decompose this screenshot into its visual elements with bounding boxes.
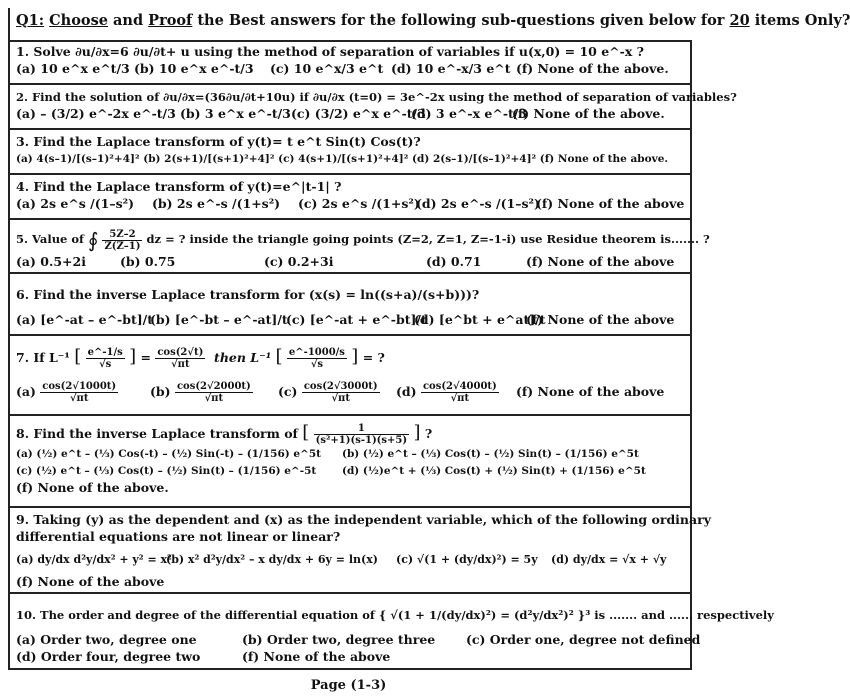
q4-option-c: (c) 2s e^s /(1+s²) — [298, 196, 420, 211]
q8-option-a: (a) (½) e^t – (⅓) Cos(-t) – (½) Sin(-t) – (1/156) e^5t — [16, 448, 322, 460]
q1-option-c: (c) 10 e^x/3 e^t — [270, 61, 384, 76]
question-2-stem: 2. Find the solution of ∂u/∂x=(36∂u/∂t+10u) if ∂u/∂x (t=0) = 3e^-2x using the method of separation of variables? — [16, 90, 737, 104]
q7-option-a: (a) $\frac{\cos(2√1000t)}{√\pi t}$ — [16, 381, 117, 404]
q10-option-f: (f) None of the above — [242, 649, 391, 664]
q7-given-rhs-num: cos(2√t) — [157, 347, 204, 358]
q5-option-b: (b) 0.75 — [120, 254, 176, 269]
q7-given-rhs — [155, 347, 205, 370]
q7-given — [86, 347, 125, 370]
question-2 — [10, 87, 737, 130]
q2-option-c: (c) (3/2) e^x e^-t/3 — [291, 106, 426, 121]
question-3 — [10, 132, 690, 175]
heading-choose: Choose — [49, 12, 108, 29]
q7-tail: = ? — [362, 350, 385, 365]
q5-option-f: (f) None of the above — [526, 254, 675, 269]
question-1 — [10, 42, 690, 85]
q5-option-c: (c) 0.2+3i — [264, 254, 334, 269]
question-3-options: (a) 4(s–1)/[(s–1)²+4]² (b) 2(s+1)/[(s+1)²+4]² (c) 4(s+1)/[(s+1)²+4]² (d) 2(s–1)/[(s–1)²+4]² (f) None of the above. — [16, 153, 669, 165]
contour-integral-icon: ∮ — [88, 228, 99, 252]
question-5 — [10, 222, 710, 274]
q8-fraction-num: 1 — [314, 423, 409, 435]
q2-option-f: (f) None of the above. — [512, 106, 665, 121]
q9-option-a: (a) dy/dx d²y/dx² + y² = x² — [16, 553, 172, 566]
question-4 — [10, 177, 690, 220]
q10-option-c: (c) Order one, degree not defined — [466, 632, 701, 647]
q7-find-num: e^-1000/s — [288, 347, 345, 358]
q1-option-f: (f) None of the above. — [516, 61, 669, 76]
q4-option-d: (d) 2s e^-s /(1–s²) — [416, 196, 540, 211]
heading-proof: Proof — [148, 12, 193, 29]
q8-option-b: (b) (½) e^t – (⅓) Cos(t) – (½) Sin(t) – (1/156) e^5t — [342, 448, 639, 460]
q9-option-c: (c) √(1 + (dy/dx)²) = 5y — [396, 553, 538, 566]
question-9 — [10, 510, 711, 594]
q6-option-f: (f) None of the above — [526, 312, 675, 327]
q7-option-f: (f) None of the above — [516, 384, 665, 399]
heading-body: the Best answers for the following sub-questions given below for — [197, 12, 725, 29]
question-5-stem-post: dz = ? inside the triangle going points (Z=2, Z=1, Z=-1-i) use Residue theorem is....... ? — [146, 232, 710, 246]
q1-option-b: (b) 10 e^x e^-t/3 — [134, 61, 254, 76]
q1-option-d: (d) 10 e^-x/3 e^t — [391, 61, 511, 76]
q9-option-b: (b) x² d²y/dx² – x dy/dx + 6y = ln(x) — [166, 553, 378, 566]
q7-option-d: (d) $\frac{\cos(2√4000t)}{√\pi t}$ — [396, 381, 497, 404]
heading-and: and — [113, 12, 144, 29]
heading-q-label: Q1: — [16, 12, 45, 29]
q8-fraction — [314, 423, 409, 446]
q10-option-b: (b) Order two, degree three — [242, 632, 436, 647]
q5-integrand-num: 5Z–2 — [102, 229, 142, 241]
question-5-stem-pre: 5. Value of — [16, 232, 84, 246]
question-9-stem-2: differential equations are not linear or linear? — [16, 529, 341, 544]
q2-option-a: (a) – (3/2) e^-2x e^-t/3 — [16, 106, 176, 121]
q5-integrand — [102, 229, 142, 252]
question-10-stem-pre: 10. The order and degree of the differential equation of — [16, 608, 375, 622]
q5-integrand-den: Z(Z–1) — [104, 240, 141, 252]
q5-option-d: (d) 0.71 — [426, 254, 482, 269]
q10-option-a: (a) Order two, degree one — [16, 632, 197, 647]
question-10 — [10, 596, 774, 668]
q9-option-f: (f) None of the above — [16, 574, 165, 589]
q7-then: then L⁻¹ — [214, 350, 272, 365]
question-10-stem-post: is ....... and ...... respectively — [594, 608, 774, 622]
q9-option-d: (d) dy/dx = √x + √y — [551, 553, 667, 566]
q7-given-rhs-den: √πt — [171, 359, 190, 370]
q8-option-d: (d) (½)e^t + (⅓) Cos(t) + (½) Sin(t) + (1/156) e^5t — [342, 465, 646, 477]
q7-given-num: e^-1/s — [87, 347, 123, 358]
heading-tail: items Only? — [754, 12, 850, 29]
question-7: 7. If L⁻¹ [ $\frac{e\^{}-1/s}{√s}$ ] = $\frac{\cos(2√t)}{√\pi t}$ then L⁻¹ [ $\frac{e\^{}-1000/s}{√s}$ ] = ? (a) $\frac{\cos(2√1000t)}{√\pi t}$ (b) $\frac{\cos(2√2000t)}{√\pi t}$ (c) $\frac{\cos(2√3000t)}{√\pi t}$ (d) $\frac{\cos(2√4000t)}{√\pi t}$ (f) None of the above — [10, 338, 690, 416]
q8-fraction-den: (s²+1)(s-1)(s+5) — [315, 435, 408, 446]
q6-option-a: (a) [e^-at – e^-bt]/t — [16, 312, 154, 327]
question-8-stem-post: ? — [424, 426, 433, 441]
question-7-stem-pre: 7. If L⁻¹ — [16, 350, 70, 365]
q2-option-d: (d) 3 e^-x e^-t/3 — [411, 106, 528, 121]
q7-given-den: √s — [99, 359, 112, 370]
question-3-stem: 3. Find the Laplace transform of y(t)= t e^t Sin(t) Cos(t)? — [16, 134, 421, 149]
question-sheet — [8, 40, 774, 670]
question-4-stem: 4. Find the Laplace transform of y(t)=e^|t-1| ? — [16, 179, 342, 194]
question-8: 8. Find the inverse Laplace transform of [ $\frac{1}{\text{(s²+1)(s-1)(s+5)}}$ ] ? (a) (½) e^t – (⅓) Cos(-t) – (½) Sin(-t) – (1/156) e^5t (b) (½) e^t – (⅓) Cos(t) – (½) Sin(t) – (1/156) e^5t (c) (½) e^t – (⅓) Cos(t) – (½) Sin(t) – (1/156) e^-5t (d) (½)e^t + (⅓) Cos(t) + (½) Sin(t) + (1/156) e^5t (f) None of the above. — [10, 418, 690, 508]
question-6-stem: 6. Find the inverse Laplace transform for (x(s) = ln((s+a)/(s+b)))? — [16, 287, 480, 302]
q5-option-a: (a) 0.5+2i — [16, 254, 86, 269]
q6-option-b: (b) [e^-bt – e^-at]/t — [150, 312, 288, 327]
page-number: Page (1-3) — [310, 678, 387, 693]
q6-option-d: (d) [e^bt + e^at]/t — [414, 312, 546, 327]
q7-find — [287, 347, 347, 370]
q8-option-c: (c) (½) e^t – (⅓) Cos(t) – (½) Sin(t) – (1/156) e^-5t — [16, 465, 317, 477]
q4-option-b: (b) 2s e^-s /(1+s²) — [152, 196, 281, 211]
q4-option-f: (f) None of the above — [536, 196, 685, 211]
q4-option-a: (a) 2s e^s /(1–s²) — [16, 196, 135, 211]
q7-option-b: (b) $\frac{\cos(2√2000t)}{√\pi t}$ — [150, 381, 251, 404]
q2-option-b: (b) 3 e^x e^-t/3 — [180, 106, 291, 121]
q8-option-f: (f) None of the above. — [16, 480, 169, 495]
q10-equation: { √(1 + 1/(dy/dx)²) = (d²y/dx²)² }³ — [378, 608, 591, 622]
q10-option-d: (d) Order four, degree two — [16, 649, 201, 664]
q7-option-c: (c) $\frac{\cos(2√3000t)}{√\pi t}$ — [278, 381, 378, 404]
question-6 — [10, 276, 690, 336]
q1-option-a: (a) 10 e^x e^t/3 — [16, 61, 130, 76]
question-9-stem-1: 9. Taking (y) as the dependent and (x) as the independent variable, which of the following ordinary — [16, 512, 711, 527]
heading-count: 20 — [729, 12, 750, 29]
question-1-stem: 1. Solve ∂u/∂x=6 ∂u/∂t+ u using the method of separation of variables if u(x,0) = 10 e^-x ? — [16, 44, 644, 59]
question-heading — [8, 8, 850, 40]
q6-option-c: (c) [e^-at + e^-bt]/t — [286, 312, 427, 327]
question-8-stem-pre: 8. Find the inverse Laplace transform of — [16, 426, 298, 441]
q7-find-den: √s — [310, 359, 324, 370]
